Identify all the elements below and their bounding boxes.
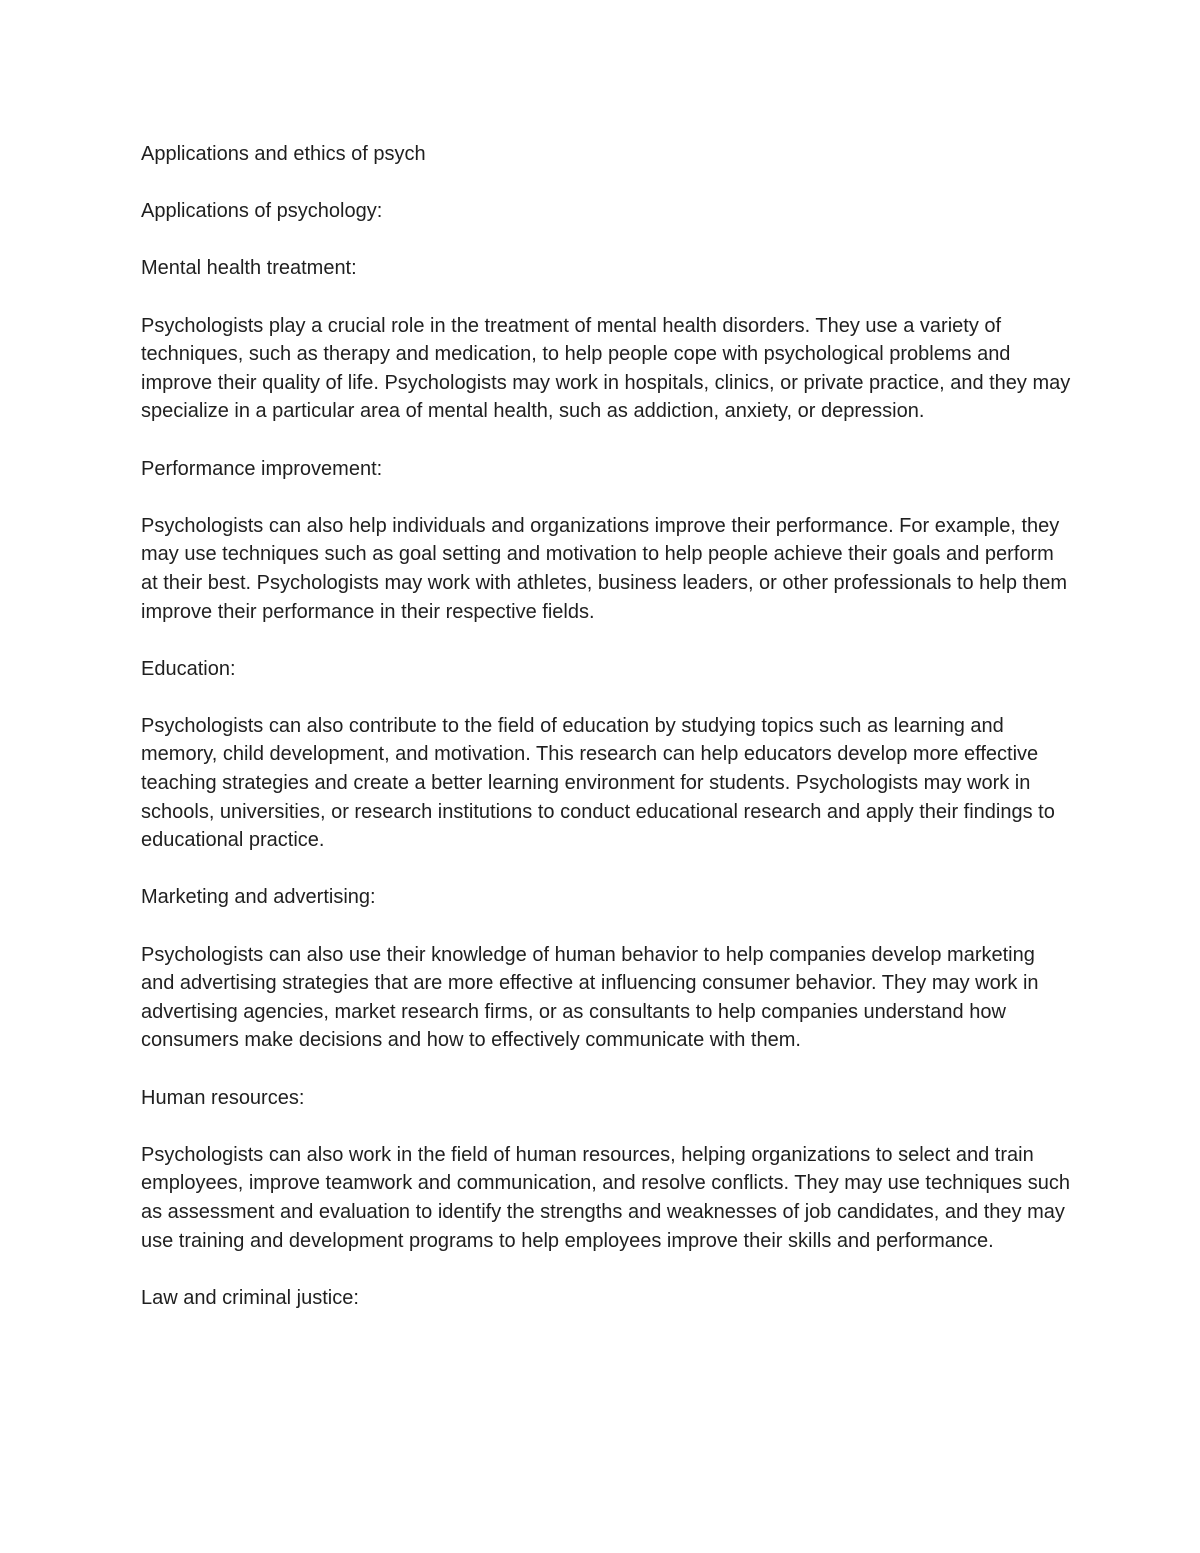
subsection-heading-mental-health: Mental health treatment:	[141, 257, 357, 280]
subsection-heading-human-resources: Human resources:	[141, 1086, 305, 1109]
subsection-heading-performance: Performance improvement:	[141, 457, 383, 480]
section-heading: Applications of psychology:	[141, 200, 383, 223]
document-content	[141, 140, 1071, 1341]
paragraph-human-resources: Psychologists can also work in the field of human resources, helping organizations to select and train employees, improve teamwork and communication, and resolve conflicts. They may use techniques such as assessment and evaluation to identify the strengths and weaknesses of job candidates, and they may use training and development programs to help employees improve their skills and performance.	[141, 1143, 1070, 1252]
paragraph-marketing: Psychologists can also use their knowledge of human behavior to help companies develop marketing and advertising strategies that are more effective at influencing consumer behavior. They may work in advertising agencies, market research firms, or as consultants to help companies understand how consumers make decisions and how to effectively communicate with them.	[141, 943, 1039, 1052]
subsection-heading-marketing: Marketing and advertising:	[141, 886, 376, 909]
subsection-heading-law: Law and criminal justice:	[141, 1286, 359, 1309]
document-title: Applications and ethics of psych	[141, 143, 426, 165]
paragraph-education: Psychologists can also contribute to the field of education by studying topics such as learning and memory, child development, and motivation. This research can help educators develop more effective teaching strategies and create a better learning environment for students. Psychologists may work in schools, universities, or research institutions to conduct educational research and apply their findings to educational practice.	[141, 714, 1055, 852]
paragraph-performance: Psychologists can also help individuals and organizations improve their performance. For example, they may use techniques such as goal setting and motivation to help people achieve their goals and perform at their best. Psychologists may work with athletes, business leaders, or other professionals to help them improve their performance in their respective fields.	[141, 514, 1068, 623]
subsection-heading-education: Education:	[141, 657, 236, 680]
paragraph-mental-health: Psychologists play a crucial role in the treatment of mental health disorders. They use a variety of techniques, such as therapy and medication, to help people cope with psychological problems and improve their quality of life. Psychologists may work in hospitals, clinics, or private practice, and they may specialize in a particular area of mental health, such as addiction, anxiety, or depression.	[141, 314, 1071, 423]
